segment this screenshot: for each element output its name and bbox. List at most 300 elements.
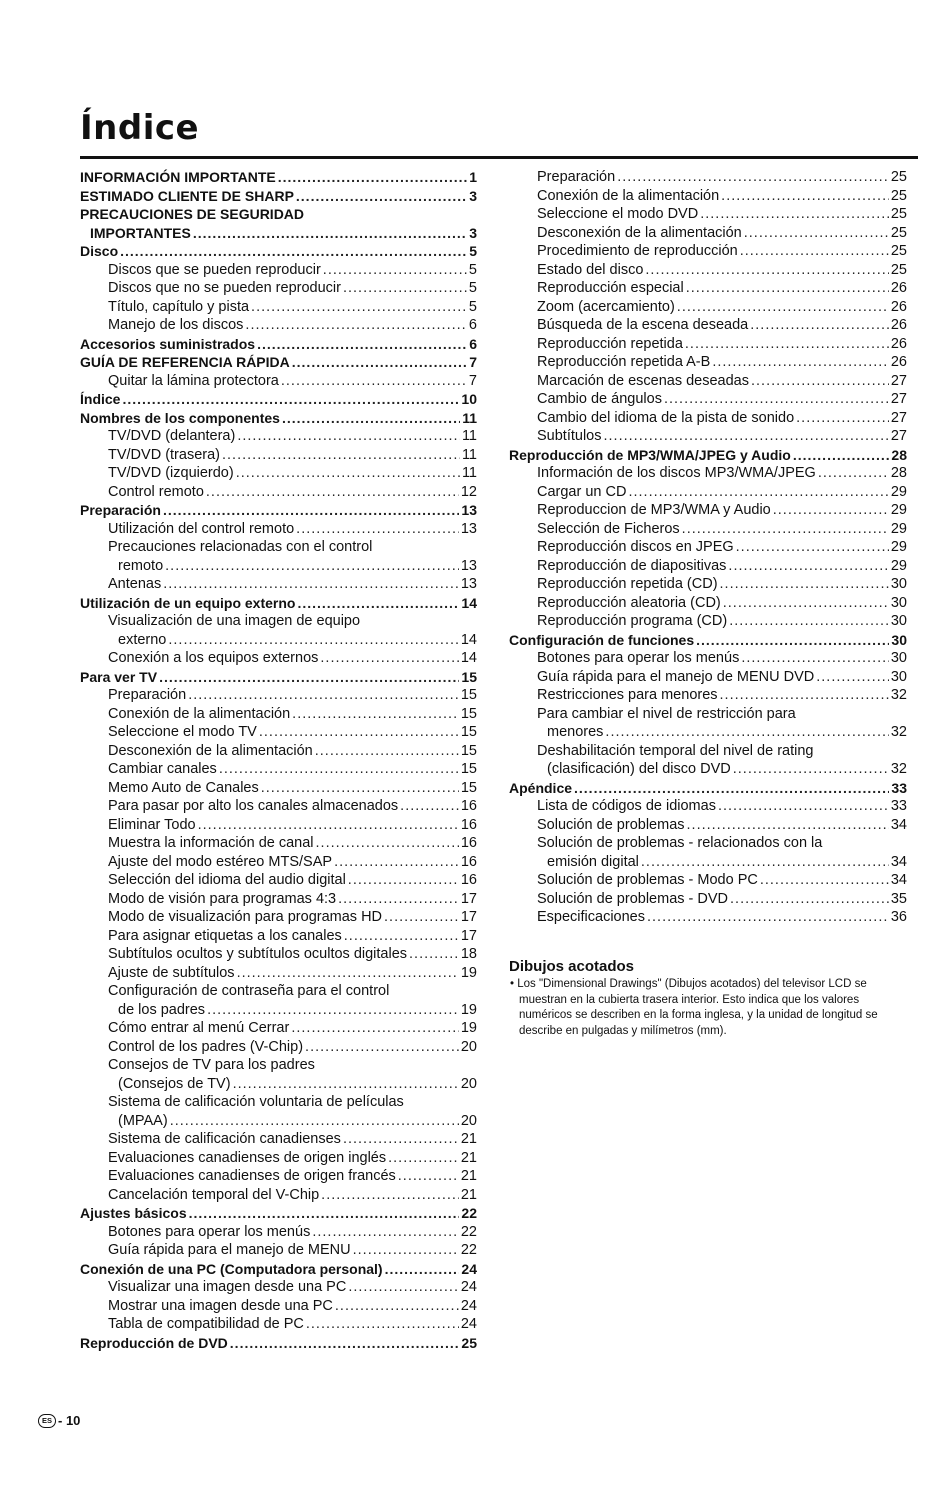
dot-leader xyxy=(793,446,890,465)
dot-leader xyxy=(664,390,889,409)
toc-entry xyxy=(80,1056,477,1075)
toc-section xyxy=(509,446,907,465)
toc-label: Modo de visión para programas 4:3 xyxy=(108,890,337,907)
toc-page-number: 11 xyxy=(462,409,477,426)
toc-label: Control de los padres (V-Chip) xyxy=(108,1038,304,1055)
toc-page-number: 25 xyxy=(461,1334,477,1351)
toc-label: Reproducción de MP3/WMA/JPEG y Audio xyxy=(509,446,791,463)
toc-section xyxy=(80,668,477,687)
toc-entry xyxy=(80,760,477,779)
page-number: - 10 xyxy=(58,1413,81,1428)
dot-leader xyxy=(257,335,467,354)
toc-entry xyxy=(509,742,907,761)
toc-entry xyxy=(80,1278,477,1297)
toc-entry xyxy=(80,982,477,1001)
toc-label: Control remoto xyxy=(108,483,204,500)
dot-leader xyxy=(251,298,467,317)
dimensional-drawings-note xyxy=(509,958,904,1039)
dot-leader xyxy=(305,1038,459,1057)
toc-entry xyxy=(80,298,477,317)
toc-label: Utilización de un equipo externo xyxy=(80,594,296,611)
toc-label: Desconexión de la alimentación xyxy=(537,224,742,241)
toc-entry xyxy=(509,853,907,872)
toc-entry xyxy=(509,538,907,557)
toc-label: (Consejos de TV) xyxy=(118,1075,231,1092)
toc-page-number: 6 xyxy=(468,317,477,333)
toc-page-number: 21 xyxy=(460,1186,477,1203)
toc-entry xyxy=(80,261,477,280)
dot-leader xyxy=(617,168,889,187)
dot-leader xyxy=(385,1260,460,1279)
toc-entry xyxy=(509,908,907,927)
toc-entry xyxy=(80,1186,477,1205)
dot-leader xyxy=(628,483,888,502)
toc-page-number: 19 xyxy=(460,1001,477,1018)
dot-leader xyxy=(353,1241,459,1260)
toc-page-number: 20 xyxy=(460,1038,477,1055)
toc-label: remoto xyxy=(118,557,164,574)
toc-page-number: 17 xyxy=(460,927,477,944)
toc-label: Conexión a los equipos externos xyxy=(108,650,319,666)
toc-entry xyxy=(80,538,477,557)
toc-page-number: 11 xyxy=(461,465,477,481)
toc-label: Accesorios suministrados xyxy=(80,335,256,352)
toc-entry xyxy=(509,279,907,298)
toc-label: Eliminar Todo xyxy=(108,816,196,833)
dot-leader xyxy=(574,779,889,798)
toc-page-number: 6 xyxy=(469,335,477,352)
toc-entry xyxy=(80,1019,477,1038)
toc-entry xyxy=(509,705,907,724)
toc-page-number: 15 xyxy=(460,761,477,777)
toc-label: Título, capítulo y pista xyxy=(108,298,250,315)
toc-entry xyxy=(80,649,477,668)
dot-leader xyxy=(334,853,459,872)
note-title: Dibujos acotados xyxy=(509,958,635,975)
toc-label: Para cambiar el nivel de restricción para xyxy=(537,705,796,722)
dot-leader xyxy=(720,686,889,705)
dot-leader xyxy=(335,1297,459,1316)
dot-leader xyxy=(315,742,459,761)
toc-label: Quitar la lámina protectora xyxy=(108,372,279,389)
toc-entry xyxy=(80,816,477,835)
toc-page-number: 29 xyxy=(890,502,907,518)
toc-entry xyxy=(509,390,907,409)
toc-right-column xyxy=(509,168,907,927)
toc-entry xyxy=(509,372,907,391)
dot-leader xyxy=(388,1149,459,1168)
toc-label: Reproducción programa (CD) xyxy=(537,613,728,629)
toc-page-number: 28 xyxy=(891,446,907,463)
page-title: Índice xyxy=(80,108,200,148)
dot-leader xyxy=(736,538,889,557)
toc-label: Discos que no se pueden reproducir xyxy=(108,280,341,296)
dot-leader xyxy=(237,427,460,446)
toc-label: Marcación de escenas deseadas xyxy=(537,372,749,389)
toc-entry xyxy=(509,557,907,576)
dot-leader xyxy=(193,224,467,243)
toc-entry xyxy=(509,816,907,835)
dot-leader xyxy=(165,557,459,576)
toc-page-number: 15 xyxy=(461,668,477,685)
dot-leader xyxy=(687,816,889,835)
toc-label: Zoom (acercamiento) xyxy=(537,298,675,315)
toc-section xyxy=(80,224,477,243)
note-body xyxy=(509,977,904,1039)
toc-entry xyxy=(80,279,477,298)
toc-page-number: 30 xyxy=(890,576,907,592)
toc-label: Reproducción aleatoria (CD) xyxy=(537,594,721,611)
dot-leader xyxy=(409,945,459,964)
toc-page-number: 13 xyxy=(460,576,477,592)
toc-page-number: 5 xyxy=(468,280,477,296)
toc-label: Conexión de la alimentación xyxy=(108,705,291,722)
toc-section xyxy=(80,390,477,409)
toc-page-number: 20 xyxy=(460,1075,477,1092)
toc-page-number: 15 xyxy=(460,779,477,796)
toc-entry xyxy=(509,409,907,428)
toc-entry xyxy=(80,1315,477,1334)
toc-entry xyxy=(80,520,477,539)
toc-label: Ajuste del modo estéreo MTS/SAP xyxy=(108,853,333,870)
dot-leader xyxy=(348,1278,459,1297)
toc-label: Cambio del idioma de la pista de sonido xyxy=(537,409,795,426)
dot-leader xyxy=(281,372,467,391)
toc-label: Conexión de la alimentación xyxy=(537,187,720,204)
toc-page-number: 5 xyxy=(469,243,477,259)
toc-entry xyxy=(80,686,477,705)
toc-page-number: 22 xyxy=(461,1205,477,1221)
toc-page-number: 24 xyxy=(461,1260,477,1277)
toc-label: Desconexión de la alimentación xyxy=(108,742,313,759)
toc-section xyxy=(80,205,477,224)
toc-page-number: 13 xyxy=(460,557,477,574)
toc-label: Seleccione el modo DVD xyxy=(537,206,699,222)
toc-page-number: 33 xyxy=(890,798,907,814)
toc-label: Preparación xyxy=(108,687,187,703)
toc-page-number: 21 xyxy=(460,1149,477,1166)
toc-label: Cambiar canales xyxy=(108,761,217,777)
toc-label: Guía rápida para el manejo de MENU DVD xyxy=(537,668,815,685)
dot-leader xyxy=(278,168,467,187)
toc-entry xyxy=(509,261,907,280)
toc-entry xyxy=(80,1038,477,1057)
toc-entry xyxy=(80,1093,477,1112)
dot-leader xyxy=(818,464,889,483)
toc-page-number: 25 xyxy=(890,187,907,204)
toc-label: Mostrar una imagen desde una PC xyxy=(108,1297,333,1314)
toc-label: Lista de códigos de idiomas xyxy=(537,798,716,814)
toc-label: Preparación xyxy=(80,502,161,518)
toc-page-number: 32 xyxy=(890,687,907,703)
toc-page-number: 14 xyxy=(460,631,477,648)
toc-entry xyxy=(509,649,907,668)
dot-leader xyxy=(744,224,889,243)
toc-label: Memo Auto de Canales xyxy=(108,779,259,796)
dot-leader xyxy=(261,779,459,798)
toc-left-column xyxy=(80,168,477,1352)
toc-entry xyxy=(509,335,907,354)
toc-page-number: 17 xyxy=(460,909,477,925)
toc-page-number: 5 xyxy=(468,261,477,278)
toc-page-number: 30 xyxy=(890,668,907,685)
dot-leader xyxy=(306,1315,459,1334)
toc-label: Apéndice xyxy=(509,779,573,796)
toc-entry xyxy=(509,501,907,520)
toc-label: Deshabilitación temporal del nivel de rating xyxy=(537,742,814,759)
toc-section xyxy=(80,501,477,520)
dot-leader xyxy=(222,446,460,465)
toc-label: Restricciones para menores xyxy=(537,687,718,703)
dot-leader xyxy=(245,316,467,335)
toc-label: Reproducción de diapositivas xyxy=(537,557,727,574)
dot-leader xyxy=(188,686,459,705)
toc-page-number: 17 xyxy=(460,890,477,907)
toc-section xyxy=(80,594,477,613)
toc-entry xyxy=(509,723,907,742)
toc-label: Preparación xyxy=(537,169,616,185)
toc-page-number: 22 xyxy=(460,1223,477,1240)
toc-entry xyxy=(509,890,907,909)
toc-page-number: 29 xyxy=(890,483,907,500)
toc-entry xyxy=(509,427,907,446)
toc-label: Evaluaciones canadienses de origen inglés xyxy=(108,1149,387,1166)
dot-leader xyxy=(189,1204,460,1223)
toc-page-number: 27 xyxy=(890,391,907,407)
toc-label: Especificaciones xyxy=(537,909,645,925)
dot-leader xyxy=(292,353,467,372)
toc-page-number: 22 xyxy=(460,1242,477,1258)
toc-entry xyxy=(509,187,907,206)
dot-leader xyxy=(720,575,889,594)
toc-label: Manejo de los discos xyxy=(108,317,244,333)
toc-label: Procedimiento de reproducción xyxy=(537,243,738,259)
dot-leader xyxy=(323,261,467,280)
toc-label: Nombres de los componentes xyxy=(80,409,280,426)
toc-label: Cambio de ángulos xyxy=(537,391,662,407)
toc-label: Información de los discos MP3/WMA/JPEG xyxy=(537,465,816,481)
dot-leader xyxy=(312,1223,459,1242)
toc-page-number: 16 xyxy=(460,872,477,888)
dot-leader xyxy=(712,353,889,372)
toc-page-number: 18 xyxy=(460,946,477,962)
toc-entry xyxy=(80,834,477,853)
toc-label: Estado del disco xyxy=(537,261,644,278)
toc-page-number: 25 xyxy=(890,243,907,259)
toc-entry xyxy=(509,797,907,816)
toc-page-number: 25 xyxy=(890,261,907,278)
toc-label: INFORMACIÓN IMPORTANTE xyxy=(80,169,276,185)
dot-leader xyxy=(677,298,889,317)
dot-leader xyxy=(729,612,889,631)
toc-label: Selección de Ficheros xyxy=(537,520,680,537)
toc-entry xyxy=(80,1297,477,1316)
toc-section xyxy=(80,242,477,261)
toc-section xyxy=(80,187,477,206)
toc-page-number: 26 xyxy=(890,280,907,296)
toc-page-number: 19 xyxy=(460,964,477,981)
toc-entry xyxy=(80,871,477,890)
toc-entry xyxy=(80,372,477,391)
dot-leader xyxy=(338,890,459,909)
dot-leader xyxy=(170,1112,459,1131)
page-footer xyxy=(38,1413,80,1428)
toc-label: IMPORTANTES xyxy=(90,224,191,241)
toc-entry xyxy=(80,1112,477,1131)
dot-leader xyxy=(282,409,460,428)
toc-entry xyxy=(80,1167,477,1186)
toc-page-number: 25 xyxy=(890,224,907,241)
toc-page-number: 15 xyxy=(460,687,477,703)
toc-entry xyxy=(509,575,907,594)
toc-entry xyxy=(80,1241,477,1260)
toc-label: Ajuste de subtítulos xyxy=(108,964,235,981)
dot-leader xyxy=(292,705,459,724)
toc-label: Disco xyxy=(80,243,119,259)
toc-label: Búsqueda de la escena deseada xyxy=(537,317,749,333)
toc-label: Discos que se pueden reproducir xyxy=(108,261,321,278)
toc-page-number: 28 xyxy=(890,465,907,481)
toc-page-number: 7 xyxy=(468,372,477,389)
toc-label: GUÍA DE REFERENCIA RÁPIDA xyxy=(80,354,290,370)
toc-page-number: 26 xyxy=(890,317,907,333)
dot-leader xyxy=(605,723,888,742)
toc-page-number: 29 xyxy=(890,520,907,537)
toc-page-number: 32 xyxy=(890,724,907,740)
toc-entry xyxy=(509,668,907,687)
toc-label: Reproducción repetida (CD) xyxy=(537,576,718,592)
toc-page-number: 27 xyxy=(890,428,907,444)
toc-label: Visualización de una imagen de equipo xyxy=(108,613,361,629)
toc-label: Solución de problemas - relacionados con la xyxy=(537,835,823,851)
dot-leader xyxy=(721,187,889,206)
toc-entry xyxy=(509,168,907,187)
toc-page-number: 24 xyxy=(460,1297,477,1314)
dot-leader xyxy=(236,464,460,483)
toc-label: Solución de problemas - Modo PC xyxy=(537,872,758,888)
toc-label: Visualizar una imagen desde una PC xyxy=(108,1279,347,1295)
toc-page-number: 3 xyxy=(469,187,477,204)
toc-page-number: 7 xyxy=(469,354,477,370)
toc-label: Reproducción discos en JPEG xyxy=(537,539,734,555)
toc-page-number: 32 xyxy=(890,761,907,777)
toc-label: Utilización del control remoto xyxy=(108,520,295,537)
toc-entry xyxy=(80,908,477,927)
toc-label: Cómo entrar al menú Cerrar xyxy=(108,1020,290,1036)
toc-entry xyxy=(509,464,907,483)
toc-page-number: 33 xyxy=(891,779,907,796)
toc-section xyxy=(80,168,477,187)
toc-page-number: 13 xyxy=(461,502,477,518)
toc-label: TV/DVD (izquierdo) xyxy=(108,465,234,481)
dot-leader xyxy=(296,520,459,539)
toc-entry xyxy=(80,705,477,724)
toc-entry xyxy=(80,1223,477,1242)
toc-label: Precauciones relacionadas con el control xyxy=(108,539,373,555)
toc-label: Reproducción repetida xyxy=(537,335,683,352)
toc-page-number: 35 xyxy=(890,890,907,907)
toc-label: Ajustes básicos xyxy=(80,1205,187,1221)
toc-label: Conexión de una PC (Computadora personal) xyxy=(80,1260,383,1277)
toc-page-number: 3 xyxy=(469,224,477,241)
toc-label: Sistema de calificación canadienses xyxy=(108,1131,341,1147)
toc-label: Reproducción especial xyxy=(537,280,684,296)
dot-leader xyxy=(733,760,889,779)
toc-label: Solución de problemas - DVD xyxy=(537,890,729,907)
toc-entry xyxy=(80,797,477,816)
dot-leader xyxy=(259,723,459,742)
toc-entry xyxy=(509,298,907,317)
toc-label: PRECAUCIONES DE SEGURIDAD xyxy=(80,206,305,222)
toc-page-number: 15 xyxy=(460,724,477,740)
toc-label: Subtítulos ocultos y subtítulos ocultos digitales xyxy=(108,946,408,962)
toc-entry xyxy=(509,612,907,631)
toc-page-number: 34 xyxy=(890,872,907,888)
dot-leader xyxy=(163,501,459,520)
toc-page-number: 21 xyxy=(460,1131,477,1147)
toc-page-number: 21 xyxy=(460,1168,477,1184)
toc-entry xyxy=(80,575,477,594)
toc-section xyxy=(80,1204,477,1223)
dot-leader xyxy=(740,242,889,261)
toc-page-number: 13 xyxy=(460,520,477,537)
toc-entry xyxy=(80,1075,477,1094)
toc-page-number: 5 xyxy=(468,298,477,315)
dot-leader xyxy=(233,1075,459,1094)
toc-entry xyxy=(509,594,907,613)
toc-entry xyxy=(80,779,477,798)
toc-label: Reproducción repetida A-B xyxy=(537,354,711,370)
dot-leader xyxy=(718,797,889,816)
dot-leader xyxy=(773,501,889,520)
dot-leader xyxy=(291,1019,459,1038)
dot-leader xyxy=(730,890,889,909)
toc-page-number: 25 xyxy=(890,169,907,185)
dot-leader xyxy=(159,668,459,687)
dot-leader xyxy=(645,261,888,280)
dot-leader xyxy=(741,649,889,668)
toc-entry xyxy=(509,871,907,890)
dot-leader xyxy=(647,908,889,927)
toc-label: Subtítulos xyxy=(537,428,602,444)
toc-section xyxy=(509,779,907,798)
dot-leader xyxy=(796,409,889,428)
toc-page-number: 12 xyxy=(460,483,477,500)
dot-leader xyxy=(728,557,888,576)
toc-entry xyxy=(509,224,907,243)
toc-entry xyxy=(80,631,477,650)
toc-page-number: 27 xyxy=(890,372,907,389)
toc-page-number: 30 xyxy=(890,650,907,666)
dot-leader xyxy=(297,594,459,613)
dot-leader xyxy=(163,575,459,594)
toc-entry xyxy=(80,723,477,742)
toc-page-number: 24 xyxy=(460,1316,477,1332)
dot-leader xyxy=(207,1001,459,1020)
toc-label: Consejos de TV para los padres xyxy=(108,1057,315,1073)
toc-page-number: 15 xyxy=(460,705,477,722)
dot-leader xyxy=(198,816,459,835)
dot-leader xyxy=(685,335,889,354)
toc-entry xyxy=(509,520,907,539)
dot-leader xyxy=(344,927,459,946)
toc-label: Solución de problemas xyxy=(537,816,685,833)
dot-leader xyxy=(751,372,889,391)
toc-label: Índice xyxy=(80,391,121,407)
toc-label: (clasificación) del disco DVD xyxy=(547,761,731,777)
toc-label: Para asignar etiquetas a los canales xyxy=(108,927,342,944)
toc-entry xyxy=(80,557,477,576)
